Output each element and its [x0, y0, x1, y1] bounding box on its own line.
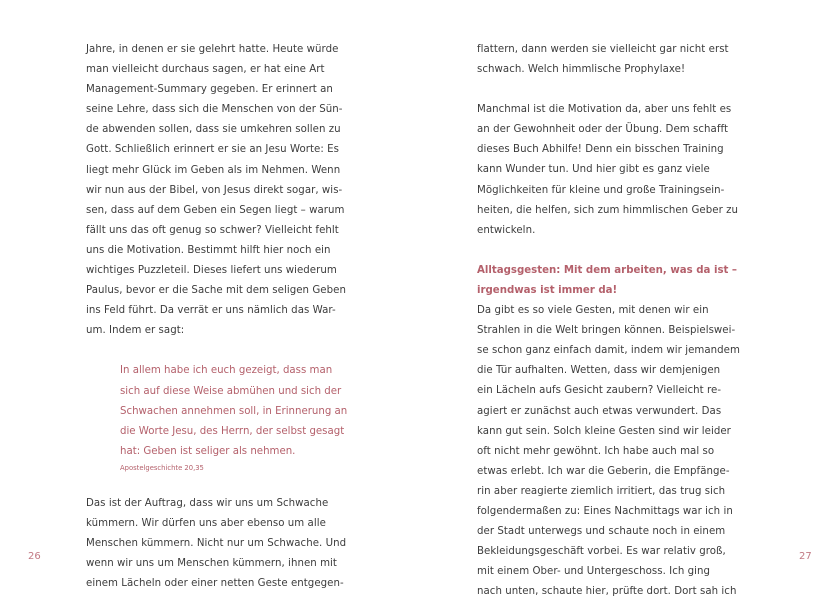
text-line: heiten, die helfen, sich zum himmlischen Geber zu: [477, 204, 738, 216]
quote-line: die Worte Jesu, des Herrn, der selbst gesagt: [120, 425, 345, 437]
text-line: Da gibt es so viele Gesten, mit denen wir ein: [477, 305, 709, 317]
spacer: [86, 341, 358, 361]
text-line: Gott. Schließlich erinnert er sie an Jesu Worte: Es: [86, 144, 339, 156]
page-number-left: 26: [28, 551, 41, 562]
text-line: einem Lächeln oder einer netten Geste entgegen-: [86, 578, 344, 590]
heading-line: Alltagsgesten: Mit dem arbeiten, was da ist –: [477, 264, 738, 276]
text-line: wenn wir uns um Menschen kümmern, ihnen mit: [86, 558, 337, 570]
text-line: wichtiges Puzzleteil. Dieses liefert uns wiederum: [86, 265, 337, 277]
right-paragraph-2: [477, 100, 753, 241]
right-page: [477, 40, 753, 602]
text-line: sen, dass auf dem Geben ein Segen liegt – warum: [86, 204, 345, 216]
text-line: dieses Buch Abhilfe! Denn ein bisschen Training: [477, 144, 724, 156]
text-line: Strahlen in die Welt bringen können. Beispielswei-: [477, 325, 736, 337]
text-line: etwas erlebt. Ich war die Geberin, die Empfänge-: [477, 465, 730, 477]
bible-quote: [120, 361, 358, 461]
text-line: liegt mehr Glück im Geben als im Nehmen. Wenn: [86, 164, 341, 176]
quote-source: Apostelgeschichte 20,35: [120, 463, 204, 472]
text-line: ein Lächeln aufs Gesicht zaubern? Vielleicht re-: [477, 385, 722, 397]
text-line: Das ist der Auftrag, dass wir uns um Schwache: [86, 497, 329, 509]
spacer: [477, 80, 753, 100]
text-line: Bekleidungsgeschäft vorbei. Es war relativ groß,: [477, 546, 726, 558]
left-paragraph-2: [86, 494, 358, 594]
text-line: kann gut sein. Solch kleine Gesten sind wir leider: [477, 425, 731, 437]
text-line: Management-Summary gegeben. Er erinnert an: [86, 84, 333, 96]
text-line: mit einem Ober- und Untergeschoss. Ich ging: [477, 566, 711, 578]
text-line: entwickeln.: [477, 224, 536, 236]
heading-line: irgendwas ist immer da!: [477, 284, 618, 296]
text-line: de abwenden sollen, dass sie umkehren sollen zu: [86, 124, 341, 136]
text-line: rin aber reagierte ziemlich irritiert, das trug sich: [477, 485, 726, 497]
text-line: Menschen kümmern. Nicht nur um Schwache. Und: [86, 538, 347, 550]
text-line: kümmern. Wir dürfen uns aber ebenso um alle: [86, 517, 326, 529]
text-line: wir nun aus der Bibel, von Jesus direkt sogar, wis-: [86, 184, 343, 196]
text-line: man vielleicht durchaus sagen, er hat eine Art: [86, 64, 325, 76]
spacer: [477, 241, 753, 261]
text-line: kann Wunder tun. Und hier gibt es ganz viele: [477, 164, 710, 176]
text-line: Manchmal ist die Motivation da, aber uns fehlt es: [477, 104, 732, 116]
text-line: Jahre, in denen er sie gelehrt hatte. Heute würde: [86, 44, 339, 55]
text-line: nach unten, schaute hier, prüfte dort. Dort sah ich: [477, 586, 737, 598]
text-line: um. Indem er sagt:: [86, 325, 185, 337]
text-line: die Tür aufhalten. Wetten, dass wir demjenigen: [477, 365, 721, 377]
text-line: se schon ganz einfach damit, indem wir jemandem: [477, 345, 740, 357]
text-line: oft nicht mehr gewöhnt. Ich habe auch mal so: [477, 445, 715, 457]
left-page: [86, 40, 358, 594]
text-line: uns die Motivation. Bestimmt hilft hier noch ein: [86, 244, 331, 256]
section-heading: [477, 261, 753, 301]
text-line: der Stadt unterwegs und schaute noch in einem: [477, 526, 726, 538]
text-line: agiert er zunächst auch etwas verwundert. Das: [477, 405, 722, 417]
text-line: folgendermaßen zu: Eines Nachmittags war ich in: [477, 505, 733, 517]
text-line: schwach. Welch himmlische Prophylaxe!: [477, 64, 686, 76]
text-line: an der Gewohnheit oder der Übung. Dem schafft: [477, 124, 728, 136]
right-paragraph-3: [477, 301, 753, 602]
left-paragraph-1: [86, 40, 358, 341]
text-line: flattern, dann werden sie vielleicht gar nicht erst: [477, 44, 729, 55]
text-line: Möglichkeiten für kleine und große Trainingsein-: [477, 184, 725, 196]
quote-line: sich auf diese Weise abmühen und sich der: [120, 385, 342, 397]
text-line: seine Lehre, dass sich die Menschen von der Sün-: [86, 104, 343, 116]
text-line: Paulus, bevor er die Sache mit dem seligen Geben: [86, 285, 346, 297]
quote-line: In allem habe ich euch gezeigt, dass man: [120, 365, 333, 377]
text-line: ins Feld führt. Da verrät er uns nämlich das War-: [86, 305, 336, 317]
quote-line: Schwachen annehmen soll, in Erinnerung an: [120, 405, 348, 417]
right-paragraph-1: [477, 40, 753, 80]
spacer: [86, 473, 358, 494]
quote-line: hat: Geben ist seliger als nehmen.: [120, 445, 296, 457]
text-line: fällt uns das oft genug so schwer? Vielleicht fehlt: [86, 224, 339, 236]
page-number-right: 27: [799, 551, 812, 562]
